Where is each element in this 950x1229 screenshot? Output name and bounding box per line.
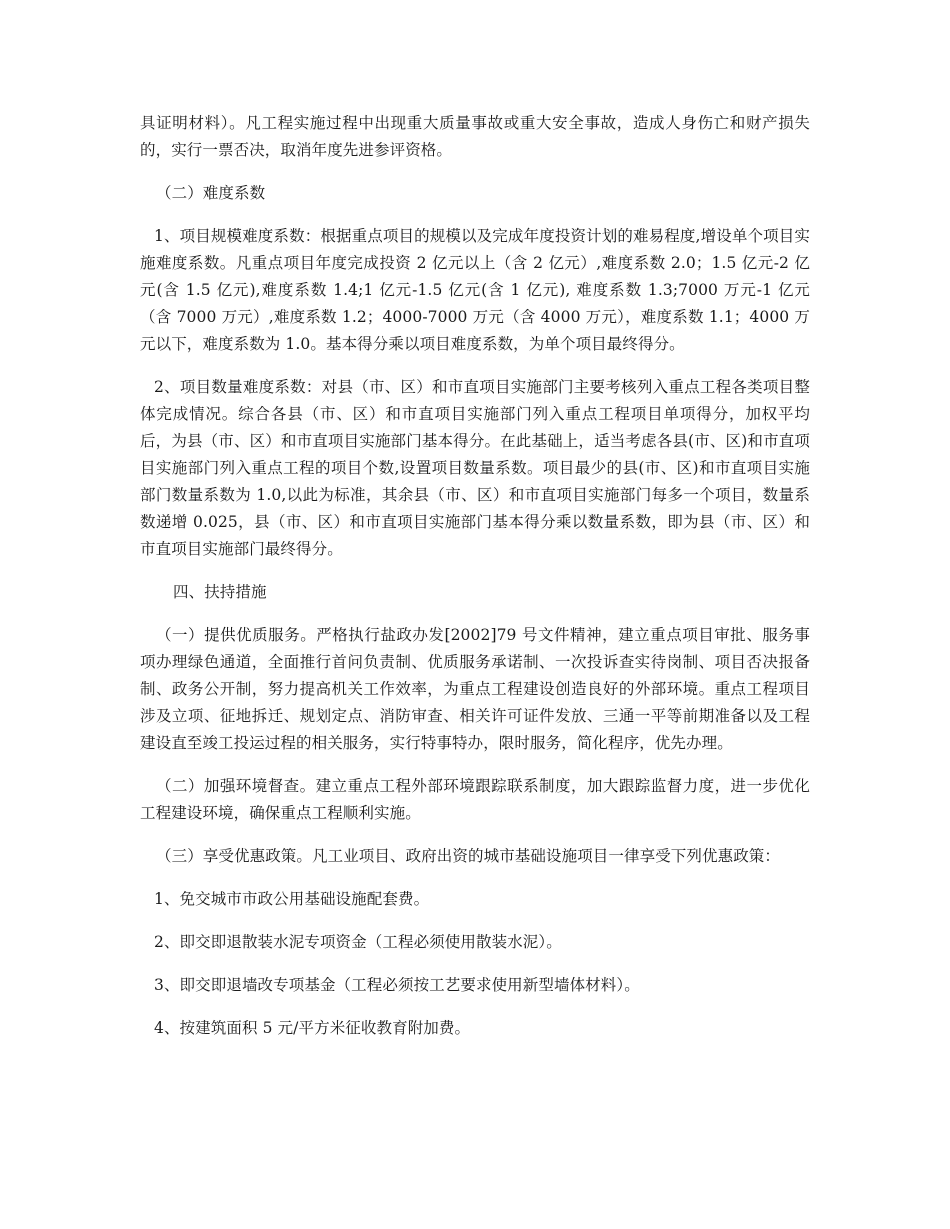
list-item-policy-2: 2、即交即退散装水泥专项资金（工程必须使用散装水泥）。 bbox=[154, 933, 562, 951]
paragraph-quality-service: （一）提供优质服务。严格执行盐政办发[2002]79 号文件精神，建立重点项目审批、服务事项办理绿色通道，全面推行首问负责制、优质服务承诺制、一次投诉查实待岗制、项目否决报备制、政务公开制，努力提高机关工作效率，为重点工程建设创造良好的外部环境。重点工程项目涉及立项、征地拆迁、规划定点、消防审查、相关许可证件发放、三通一平等前期准备以及工程建设直至竣工投运过程的相关服务，实行特事特办，限时服务，简化程序，优先办理。 bbox=[140, 626, 810, 752]
paragraph-preferential-policy: （三）享受优惠政策。凡工业项目、政府出资的城市基础设施项目一律享受下列优惠政策： bbox=[156, 847, 781, 865]
section-heading-support: 四、扶持措施 bbox=[173, 583, 267, 601]
list-item-policy-4: 4、按建筑面积 5 元/平方米征收教育附加费。 bbox=[154, 1019, 471, 1037]
document-page bbox=[140, 110, 810, 1058]
paragraph-qualification: 具证明材料）。凡工程实施过程中出现重大质量事故或重大安全事故，造成人身伤亡和财产损失的，实行一票否决，取消年度先进参评资格。 bbox=[140, 114, 810, 159]
paragraph-scale-difficulty: 1、项目规模难度系数：根据重点项目的规模以及完成年度投资计划的难易程度,增设单个项目实施难度系数。凡重点项目年度完成投资 2 亿元以上（含 2 亿元）,难度系数 2.0；1.5 亿元-2 亿元(含 1.5 亿元),难度系数 1.4;1 亿元-1.5 亿元(含 1 亿元), 难度系数 1.3;7000 万元-1 亿元（含 7000 万元）,难度系数 1.2；4000-7000 万元（含 4000 万元），难度系数 1.1；4000 万元以下，难度系数为 1.0。基本得分乘以项目难度系数，为单个项目最终得分。 bbox=[140, 227, 810, 353]
list-item-policy-3: 3、即交即退墙改专项基金（工程必须按工艺要求使用新型墙体材料）。 bbox=[154, 976, 640, 994]
section-heading-difficulty: （二）难度系数 bbox=[156, 184, 266, 202]
list-item-policy-1: 1、免交城市市政公用基础设施配套费。 bbox=[154, 890, 430, 908]
paragraph-environment-supervision: （二）加强环境督查。建立重点工程外部环境跟踪联系制度，加大跟踪监督力度，进一步优化工程建设环境，确保重点工程顺利实施。 bbox=[140, 777, 810, 822]
paragraph-quantity-difficulty: 2、项目数量难度系数：对县（市、区）和市直项目实施部门主要考核列入重点工程各类项目整体完成情况。综合各县（市、区）和市直项目实施部门列入重点工程项目单项得分，加权平均后，为县（市、区）和市直项目实施部门基本得分。在此基础上，适当考虑各县(市、区)和市直项目实施部门列入重点工程的项目个数,设置项目数量系数。项目最少的县(市、区)和市直项目实施部门数量系数为 1.0,以此为标准，其余县（市、区）和市直项目实施部门每多一个项目，数量系数递增 0.025，县（市、区）和市直项目实施部门基本得分乘以数量系数，即为县（市、区）和市直项目实施部门最终得分。 bbox=[140, 378, 810, 558]
